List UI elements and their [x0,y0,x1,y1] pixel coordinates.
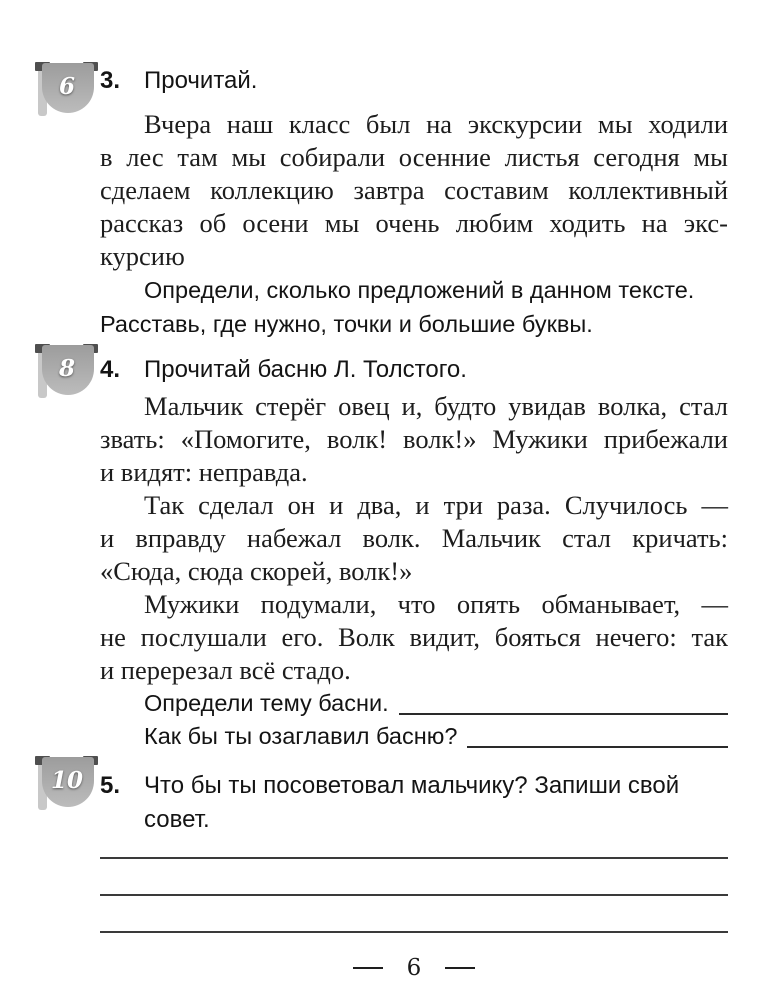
page-number: 6 [406,955,422,981]
points-value: 10 [50,766,83,794]
points-badge-exercise-5 [38,756,96,814]
points-value: 8 [58,354,75,382]
exercise-5-section [100,769,728,933]
exercise-header [100,64,728,98]
exercise-number: 4. [100,356,121,383]
ribbon-body [42,63,94,113]
reading-passage [100,108,728,273]
question-row [100,720,728,753]
passage-line: Так сделал он и два, и три раза. Случилось — [144,490,728,520]
passage-line: и вправду набежал волк. Мальчик стал кричать: [100,523,728,553]
answer-writing-line[interactable] [100,837,728,859]
passage-line: Вчера наш класс был на экскурсии мы ходили [144,109,728,139]
exercise-title: Прочитай басню Л. Толстого. [144,356,467,383]
passage-line: рассказ об осени мы очень любим ходить на экс- [100,208,728,238]
exercise-title: Что бы ты посоветовал мальчику? Запиши свой совет. [144,772,680,833]
exercise-3-section [100,64,728,341]
ribbon-body [42,757,94,807]
question-text: Определи тему басни. [144,690,389,716]
exercise-number: 3. [100,67,121,94]
answer-blank-line[interactable] [399,687,728,715]
passage-line: курсию [100,241,185,271]
task-instruction [100,273,728,341]
passage-line: и видят: неправда. [100,457,308,487]
instruction-line: Определи, сколько предложений в данном тексте. [144,277,695,303]
passage-line: Мужики подумали, что опять обманывает, — [144,589,728,619]
exercise-header [100,769,728,837]
fable-text [100,390,728,687]
page-footer [100,955,728,981]
passage-line: Мальчик стерёг овец и, будто увидав волка, стал [144,391,728,421]
points-badge-exercise-3 [38,62,96,120]
passage-line: не послушали его. Волк видит, бояться нечего: так [100,622,728,652]
exercise-title: Прочитай. [144,67,258,94]
points-value: 6 [58,72,75,100]
exercise-4-section [100,353,728,753]
passage-line: в лес там мы собирали осенние листья сегодня мы [100,142,728,172]
answer-area [100,837,728,933]
question-text: Как бы ты озаглавил басню? [144,723,458,749]
passage-line: «Сюда, сюда скорей, волк!» [100,556,413,586]
answer-blank-line[interactable] [467,720,728,748]
exercise-header [100,353,728,387]
points-badge-exercise-4 [38,344,96,402]
ribbon-body [42,345,94,395]
instruction-line: Расставь, где нужно, точки и большие буквы. [100,311,593,337]
exercise-number: 5. [100,772,121,799]
footer-dash-left [353,967,383,969]
passage-line: сделаем коллекцию завтра составим коллективный [100,175,728,205]
answer-writing-line[interactable] [100,859,728,896]
passage-line: и перерезал всё стадо. [100,655,351,685]
footer-dash-right [445,967,475,969]
question-row [100,687,728,720]
passage-line: звать: «Помогите, волк! волк!» Мужики прибежали [100,424,728,454]
answer-writing-line[interactable] [100,896,728,933]
